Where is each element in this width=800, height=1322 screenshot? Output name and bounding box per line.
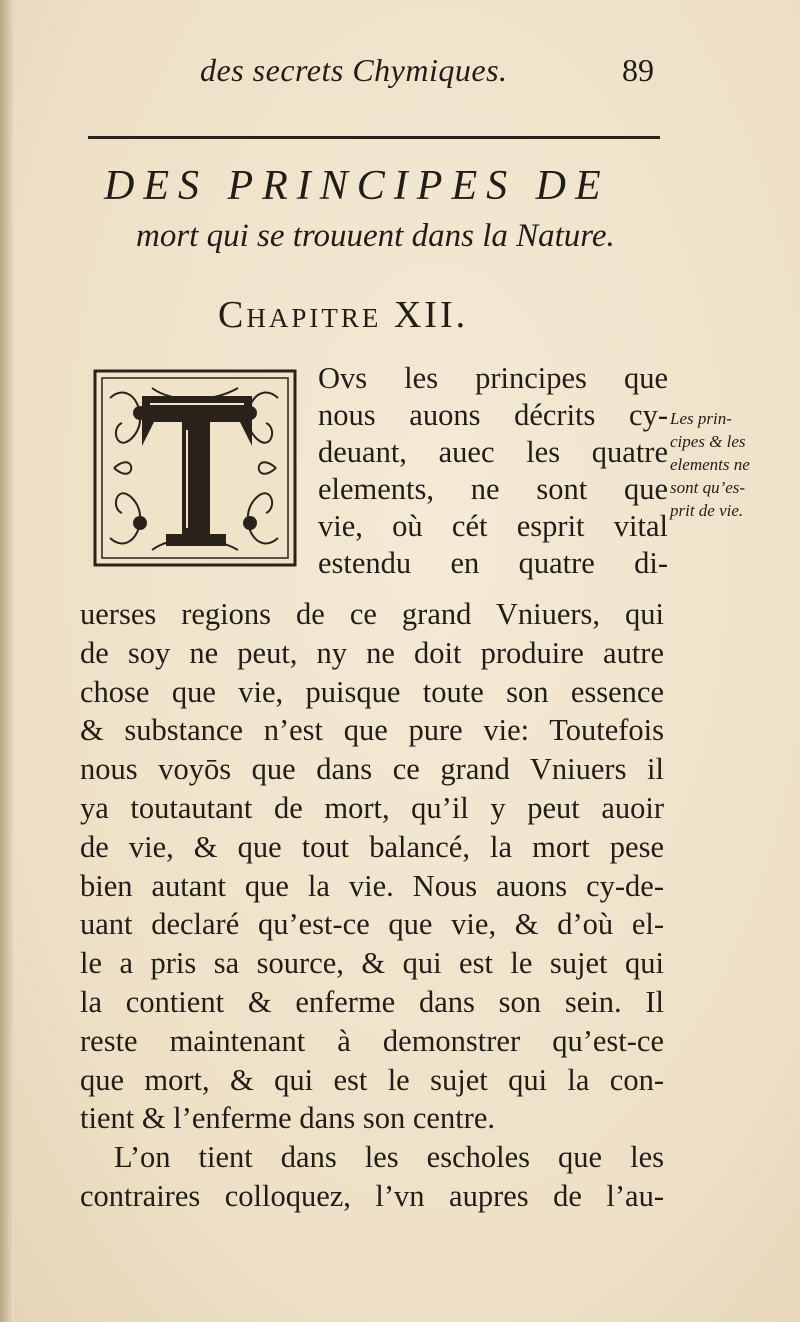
body-text [80,595,664,1216]
header-rule [88,136,660,139]
text-line: contraires colloquez, l’vn aupres de l’au- [80,1178,664,1213]
text-line: estendu en quatre di- [318,546,668,580]
text-line: & substance n’est que pure vie: Toutefois [80,713,664,748]
opening-paragraph [318,360,668,582]
page-gutter [0,0,14,1322]
chapter-heading: Chapitre XII. [218,294,469,336]
text-line: nous voyōs que dans ce grand Vniuers il [80,752,664,787]
text-line: tient & l’enferme dans son centre. [80,1101,495,1136]
margin-note-line: cipes & les [670,432,746,451]
text-line: de soy ne peut, ny ne doit produire autre [80,635,664,670]
text-line: uerses regions de ce grand Vniuers, qui [80,597,664,631]
chapter-title-line-2: mort qui se trouuent dans la Nature. [136,218,615,254]
text-line: Ovs les principes que [318,361,668,395]
text-line: nous auons décrits cy- [318,398,668,432]
text-line: uant declaré qu’est-ce que vie, & d’où el- [80,907,664,942]
decorated-initial [92,368,298,568]
margin-note-line: Les prin- [670,409,732,428]
text-line: reste maintenant à demonstrer qu’est-ce [80,1023,664,1058]
text-line: elements, ne sont que [318,472,668,506]
running-head: des secrets Chymiques. [200,52,508,88]
decorated-initial-icon [92,368,298,568]
page-number: 89 [622,52,654,88]
text-line: de vie, & que tout balancé, la mort pese [80,829,664,864]
text-line: chose que vie, puisque toute son essence [80,674,664,709]
text-line: le a pris sa source, & qui est le sujet qui [80,946,664,981]
text-line: vie, où cét esprit vital [318,509,668,543]
margin-note [670,407,796,522]
text-line: deuant, auec les quatre [318,435,668,469]
margin-note-line: prit de vie. [670,501,744,520]
text-line: que mort, & qui est le sujet qui la con- [80,1062,664,1097]
text-line: la contient & enferme dans son sein. Il [80,984,664,1019]
margin-note-line: sont qu’es- [670,478,746,497]
margin-note-line: elements ne [670,455,750,474]
text-line: bien autant que la vie. Nous auons cy-de- [80,868,664,903]
chapter-title-line-1: DES PRINCIPES DE [104,163,610,209]
text-line: ya toutautant de mort, qu’il y peut auoir [80,790,664,825]
text-line: L’on tient dans les escholes que les [114,1140,664,1175]
